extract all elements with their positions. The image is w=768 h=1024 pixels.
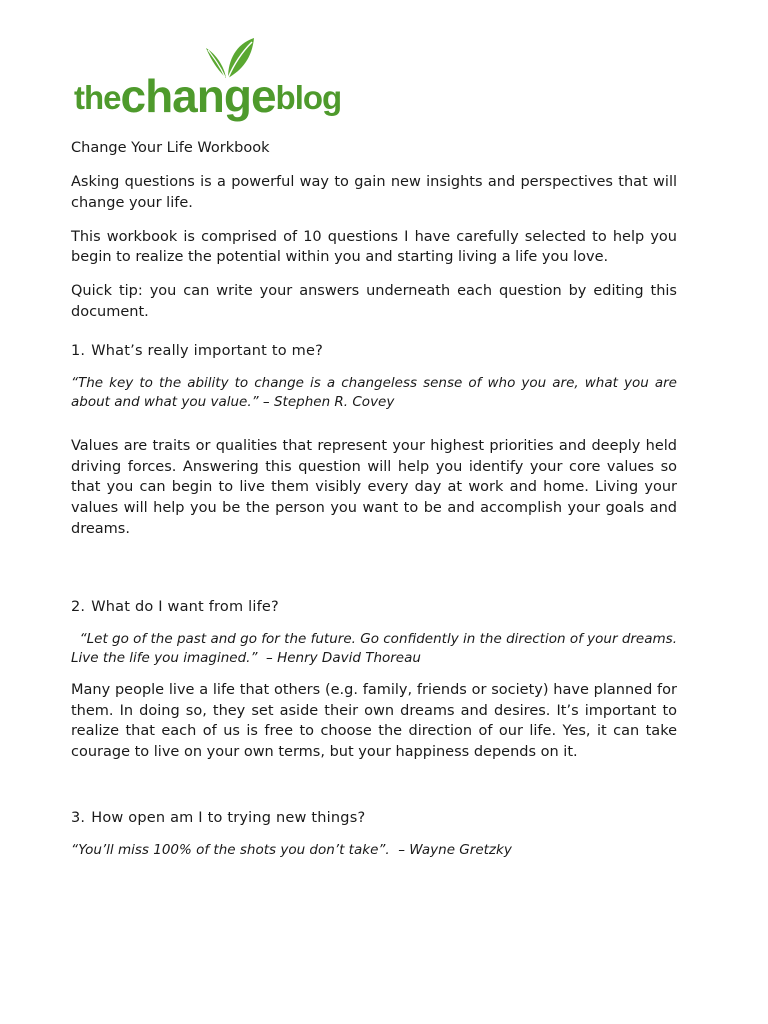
intro-paragraph: Quick tip: you can write your answers underneath each question by editing this document. xyxy=(71,283,677,320)
question-number: 1. xyxy=(71,342,86,359)
document-body xyxy=(71,138,682,860)
intro-paragraph: This workbook is comprised of 10 questions I have carefully selected to help you begin to realize the potential within you and starting living a life you love. xyxy=(71,228,677,266)
question-heading xyxy=(71,341,677,361)
logo-blog: blog xyxy=(275,79,342,116)
logo-the: the xyxy=(74,79,121,116)
question-body: Many people live a life that others (e.g. family, friends or society) have planned for them. In doing so, they set aside their own dreams and desires. It’s important to realize that each of us is free to choose the direction of our life. Yes, it can take courage to live on your own terms, but your happiness depends on it. xyxy=(71,681,677,761)
question-text: How open am I to trying new things? xyxy=(91,809,366,826)
question-heading xyxy=(71,597,677,617)
question-number: 2. xyxy=(71,598,86,615)
question-body: Values are traits or qualities that represent your highest priorities and deeply held driving forces. Answering this question will help you identify your core values so that you can begin to live them visibly every day at work and home. Living your values will help you be the person you want to be and accomplish your goals and dreams. xyxy=(71,437,677,537)
question-number: 3. xyxy=(71,809,86,826)
question-quote: “Let go of the past and go for the future. Go confidently in the direction of your dreams. Live the life you imagined.” – Henry David Thoreau xyxy=(71,630,682,667)
logo-change: change xyxy=(120,70,276,122)
intro-paragraph: Asking questions is a powerful way to gain new insights and perspectives that will change your life. xyxy=(71,174,677,211)
logo xyxy=(74,36,374,122)
question-quote: “The key to the ability to change is a changeless sense of who you are, what you are about and what you value.” – Stephen R. Covey xyxy=(71,374,677,411)
question-quote: “You’ll miss 100% of the shots you don’t take”. – Wayne Gretzky xyxy=(71,841,512,858)
document-title: Change Your Life Workbook xyxy=(71,140,270,156)
question-text: What do I want from life? xyxy=(91,598,279,615)
question-heading xyxy=(71,808,677,828)
question-text: What’s really important to me? xyxy=(91,342,323,359)
